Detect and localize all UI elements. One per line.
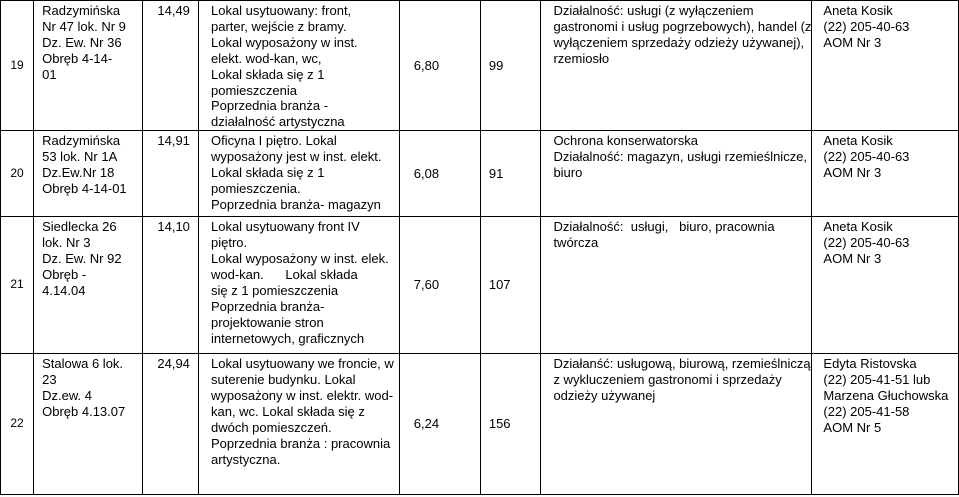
area-cell: 14,91 (143, 131, 199, 217)
row-number: 20 (1, 131, 34, 217)
table-row (1, 354, 959, 495)
description-line: dwóch pomieszczeń. (210, 419, 332, 435)
activity-line: Działanść: usługową, biurową, rzemieślniczą (553, 356, 811, 372)
contact-line: (22) 205-40-63 (823, 18, 910, 34)
address-cell (34, 1, 143, 131)
address-cell (34, 131, 143, 217)
row-number: 19 (1, 1, 34, 131)
description-line: Poprzednia branża- magazyn (210, 196, 381, 212)
activity-cell (541, 1, 812, 131)
description-line: pomieszczenia (210, 82, 297, 98)
contact-cell (812, 131, 959, 217)
description-line: Poprzednia branża : pracownia (210, 435, 391, 451)
activity-cell (541, 131, 812, 217)
description-cell (198, 354, 399, 495)
contact-line: Aneta Kosik (823, 3, 893, 18)
contact-line: AOM Nr 3 (823, 165, 882, 181)
rate-cell: 6,80 (399, 1, 480, 131)
address-line: Nr 47 lok. Nr 9 (42, 18, 126, 34)
area-cell: 14,10 (143, 217, 199, 354)
contact-line: (22) 205-40-63 (823, 235, 910, 251)
description-line: Lokal usytuowany: front, (210, 3, 352, 18)
activity-line: Ochrona konserwatorska (553, 133, 698, 149)
address-line: Obręb 4.13.07 (42, 403, 126, 419)
description-line: parter, wejście z bramy. (210, 18, 347, 34)
description-line: Lokal usytuowany we froncie, w (210, 356, 394, 372)
description-line: Poprzednia branża- (210, 298, 325, 314)
rent-cell: 91 (480, 131, 541, 217)
rent-cell: 99 (480, 1, 541, 131)
address-line: Dz. Ew. Nr 36 (42, 34, 122, 50)
contact-cell (812, 217, 959, 354)
activity-line: Działalność: usługi (z wyłączeniem (553, 3, 754, 18)
description-cell (198, 1, 399, 131)
address-line: Radzymińska (42, 133, 121, 149)
activity-line: z wykluczeniem gastronomi i sprzedaży (553, 372, 782, 388)
description-line: internetowych, graficznych (210, 330, 365, 346)
activity-line: wyłączeniem sprzedaży odzieży używanej), (553, 34, 805, 50)
activity-cell (541, 217, 812, 354)
address-line: Siedlecka 26 (42, 219, 117, 235)
address-line: Dz.ew. 4 (42, 388, 92, 404)
description-line: się z 1 pomieszczenia (210, 282, 339, 298)
contact-line: AOM Nr 5 (823, 419, 882, 435)
description-line: pomieszczenia. (210, 180, 301, 196)
contact-cell (812, 1, 959, 131)
address-line: Dz. Ew. Nr 92 (42, 251, 122, 267)
description-line: Poprzednia branża - (210, 98, 329, 114)
activity-line: Działalność: usługi, biuro, pracownia (553, 219, 775, 235)
description-line: wyposażony w inst. elektr. wod- (210, 388, 394, 404)
address-line: Obręb 4-14- (42, 50, 113, 66)
row-number: 21 (1, 217, 34, 354)
area-cell: 14,49 (143, 1, 199, 131)
description-line: Lokal składa się z 1 (210, 66, 325, 82)
table-row (1, 131, 959, 217)
address-cell (34, 354, 143, 495)
description-line: wyposażony jest w inst. elekt. (210, 149, 382, 165)
address-line: Dz.Ew.Nr 18 (42, 165, 115, 181)
description-line: Oficyna I piętro. Lokal (210, 133, 337, 149)
description-line: działalność artystyczna (210, 114, 345, 130)
contact-line: Marzena Głuchowska (823, 388, 949, 404)
description-line: suterenie budynku. Lokal (210, 372, 356, 388)
contact-line: (22) 205-40-63 (823, 149, 910, 165)
description-line: projektowanie stron (210, 314, 324, 330)
area-cell: 24,94 (143, 354, 199, 495)
description-line: wod-kan. Lokal składa (210, 266, 358, 282)
rate-cell: 6,24 (399, 354, 480, 495)
contact-line: AOM Nr 3 (823, 34, 882, 50)
row-number: 22 (1, 354, 34, 495)
table-row (1, 1, 959, 131)
address-line: Obręb 4-14-01 (42, 180, 127, 196)
table-row (1, 217, 959, 354)
address-line: lok. Nr 3 (42, 235, 91, 251)
contact-line: AOM Nr 3 (823, 251, 882, 267)
description-line: artystyczna. (210, 451, 281, 467)
address-line: 01 (42, 66, 57, 82)
description-line: elekt. wod-kan, wc, (210, 50, 322, 66)
address-line: Stalowa 6 lok. (42, 356, 124, 372)
activity-line: Działalność: magazyn, usługi rzemieślnicze, (553, 149, 808, 165)
contact-line: Aneta Kosik (823, 219, 893, 235)
rate-cell: 6,08 (399, 131, 480, 217)
activity-cell (541, 354, 812, 495)
rent-cell: 107 (480, 217, 541, 354)
contact-cell (812, 354, 959, 495)
description-line: kan, wc. Lokal składa się z (210, 403, 365, 419)
address-line: 23 (42, 372, 57, 388)
contact-line: Edyta Ristovska (823, 356, 917, 372)
description-line: Lokal składa się z 1 (210, 165, 325, 181)
activity-line: odzieży używanej (553, 388, 656, 404)
contact-line: Aneta Kosik (823, 133, 893, 149)
description-line: Lokal wyposażony w inst. (210, 34, 358, 50)
description-line: piętro. (210, 235, 248, 251)
description-line: Lokal wyposażony w inst. elek. (210, 251, 389, 267)
address-line: 4.14.04 (42, 282, 86, 298)
activity-line: gastronomi i usług pogrzebowych), handel (z (553, 18, 812, 34)
address-cell (34, 217, 143, 354)
description-line: Lokal usytuowany front IV (210, 219, 360, 235)
contact-line: (22) 205-41-51 lub (823, 372, 931, 388)
address-line: Radzymińska (42, 3, 121, 18)
address-line: Obręb - (42, 266, 87, 282)
rent-cell: 156 (480, 354, 541, 495)
description-cell (198, 217, 399, 354)
activity-line: rzemiosło (553, 50, 610, 66)
contact-line: (22) 205-41-58 (823, 403, 910, 419)
activity-line: biuro (553, 165, 583, 181)
rate-cell: 7,60 (399, 217, 480, 354)
description-cell (198, 131, 399, 217)
address-line: 53 lok. Nr 1A (42, 149, 118, 165)
activity-line: twórcza (553, 235, 599, 251)
